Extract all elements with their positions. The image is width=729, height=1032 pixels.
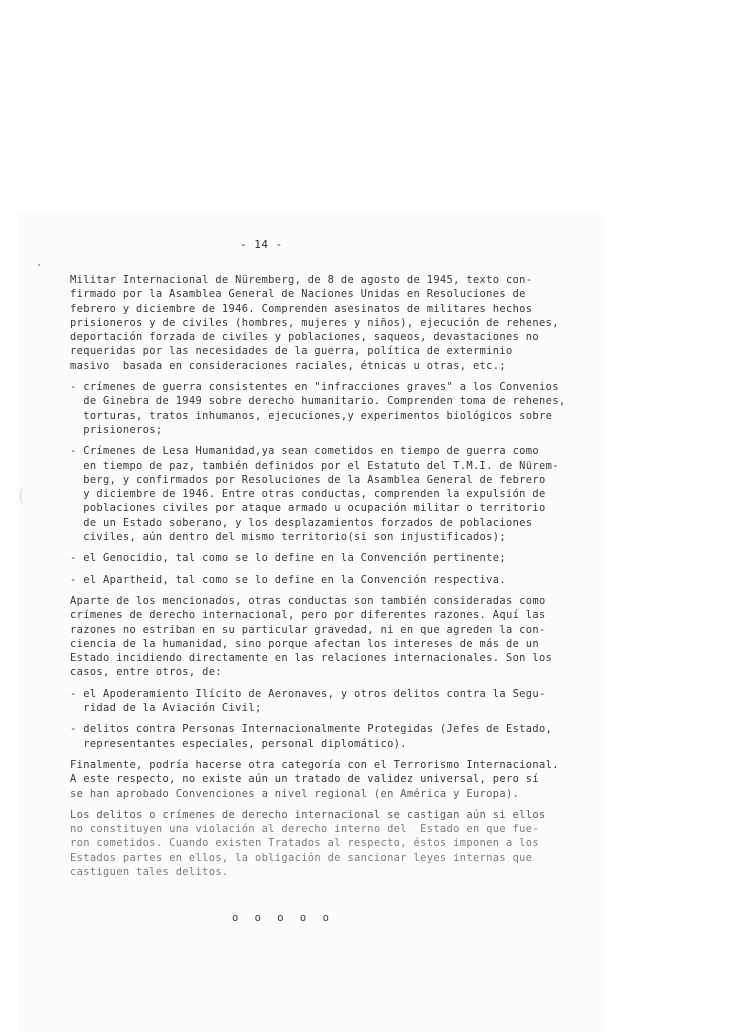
paragraph-gap bbox=[70, 373, 590, 380]
page-number: - 14 - bbox=[240, 238, 283, 251]
paragraph-gap bbox=[70, 680, 590, 687]
text-line: Estado incidiendo directamente en las relaciones internacionales. Son los bbox=[70, 652, 553, 665]
paragraph-gap bbox=[70, 751, 590, 758]
text-line: A este respecto, no existe aún un tratado de validez universal, pero sí bbox=[70, 773, 540, 786]
text-line: - el Genocidio, tal como se lo define en la Convención pertinente; bbox=[70, 552, 506, 565]
text-line: torturas, tratos inhumanos, ejecuciones,y experimentos biológicos sobre bbox=[70, 409, 553, 422]
text-line: berg, y confirmados por Resoluciones de la Asamblea General de febrero bbox=[70, 473, 546, 486]
text-line: ron cometidos. Cuando existen Tratados al respecto, éstos imponen a los bbox=[70, 837, 540, 850]
text-line: Aparte de los mencionados, otras conductas son también consideradas como bbox=[70, 594, 546, 607]
text-line: - Crímenes de Lesa Humanidad,ya sean cometidos en tiempo de guerra como bbox=[70, 445, 540, 458]
text-line: ciencia de la humanidad, sino porque afectan los intereses de más de un bbox=[70, 637, 540, 650]
text-line: castiguen tales delitos. bbox=[70, 865, 229, 878]
text-line: razones no estriban en su particular gravedad, ni en que agreden la con- bbox=[70, 623, 546, 636]
text-line: civiles, aún dentro del mismo territorio(si son injustificados); bbox=[70, 531, 506, 544]
text-line: en tiempo de paz, también definidos por el Estatuto del T.M.I. de Nürem- bbox=[70, 459, 559, 472]
text-line: no constituyen una violación al derecho interno del Estado en que fue- bbox=[70, 823, 540, 836]
closing-mark: o o o o o bbox=[232, 912, 334, 924]
text-line: de un Estado soberano, y los desplazamientos forzados de poblaciones bbox=[70, 516, 533, 529]
text-line: Finalmente, podría hacerse otra categoría con el Terrorismo Internacional. bbox=[70, 758, 559, 771]
text-line: - el Apoderamiento Ilícito de Aeronaves, y otros delitos contra la Segu- bbox=[70, 687, 546, 700]
text-line: - el Apartheid, tal como se lo define en la Convención respectiva. bbox=[70, 573, 506, 586]
text-line: ridad de la Aviación Civil; bbox=[70, 702, 262, 715]
text-line: Militar Internacional de Nüremberg, de 8 de agosto de 1945, texto con- bbox=[70, 274, 533, 286]
text-line: febrero y diciembre de 1946. Comprenden asesinatos de militares hechos bbox=[70, 302, 533, 315]
paragraph-gap bbox=[70, 544, 590, 551]
text-line: y diciembre de 1946. Entre otras conductas, comprenden la expulsión de bbox=[70, 488, 546, 501]
text-line: - delitos contra Personas Internacionalmente Protegidas (Jefes de Estado, bbox=[70, 723, 553, 736]
text-line: Los delitos o crímenes de derecho internacional se castigan aún si ellos bbox=[70, 808, 546, 821]
text-line: prisioneros; bbox=[70, 423, 163, 436]
text-line: - crímenes de guerra consistentes en "infracciones graves" a los Convenios bbox=[70, 381, 559, 394]
paragraph-gap bbox=[70, 715, 590, 722]
text-line: se han aprobado Convenciones a nivel regional (en América y Europa). bbox=[70, 787, 520, 800]
text-line: deportación forzada de civiles y poblaciones, saqueos, devastaciones no bbox=[70, 331, 540, 344]
scan-speck bbox=[38, 264, 40, 266]
text-line: representantes especiales, personal diplomático). bbox=[70, 737, 407, 750]
text-line: crímenes de derecho internacional, pero por diferentes razones. Aquí las bbox=[70, 609, 546, 622]
scan-margin-mark bbox=[20, 486, 31, 506]
text-line: firmado por la Asamblea General de Naciones Unidas en Resoluciones de bbox=[70, 288, 526, 301]
paragraph-gap bbox=[70, 566, 590, 573]
text-line: prisioneros y de civiles (hombres, mujeres y niños), ejecución de rehenes, bbox=[70, 316, 559, 329]
text-line: requeridas por las necesidades de la guerra, política de exterminio bbox=[70, 345, 513, 358]
text-line: masivo basada en consideraciones raciales, étnicas u otras, etc.; bbox=[70, 359, 506, 372]
paragraph-gap bbox=[70, 801, 590, 808]
text-line: Estados partes en ellos, la obligación de sancionar leyes internas que bbox=[70, 851, 533, 864]
paragraph-gap bbox=[70, 587, 590, 594]
text-line: casos, entre otros, de: bbox=[70, 666, 222, 679]
text-line: poblaciones civiles por ataque armado u ocupación militar o territorio bbox=[70, 502, 546, 515]
document-body bbox=[70, 273, 590, 879]
paragraph-gap bbox=[70, 437, 590, 444]
text-line: de Ginebra de 1949 sobre derecho humanitario. Comprenden toma de rehenes, bbox=[70, 395, 566, 408]
